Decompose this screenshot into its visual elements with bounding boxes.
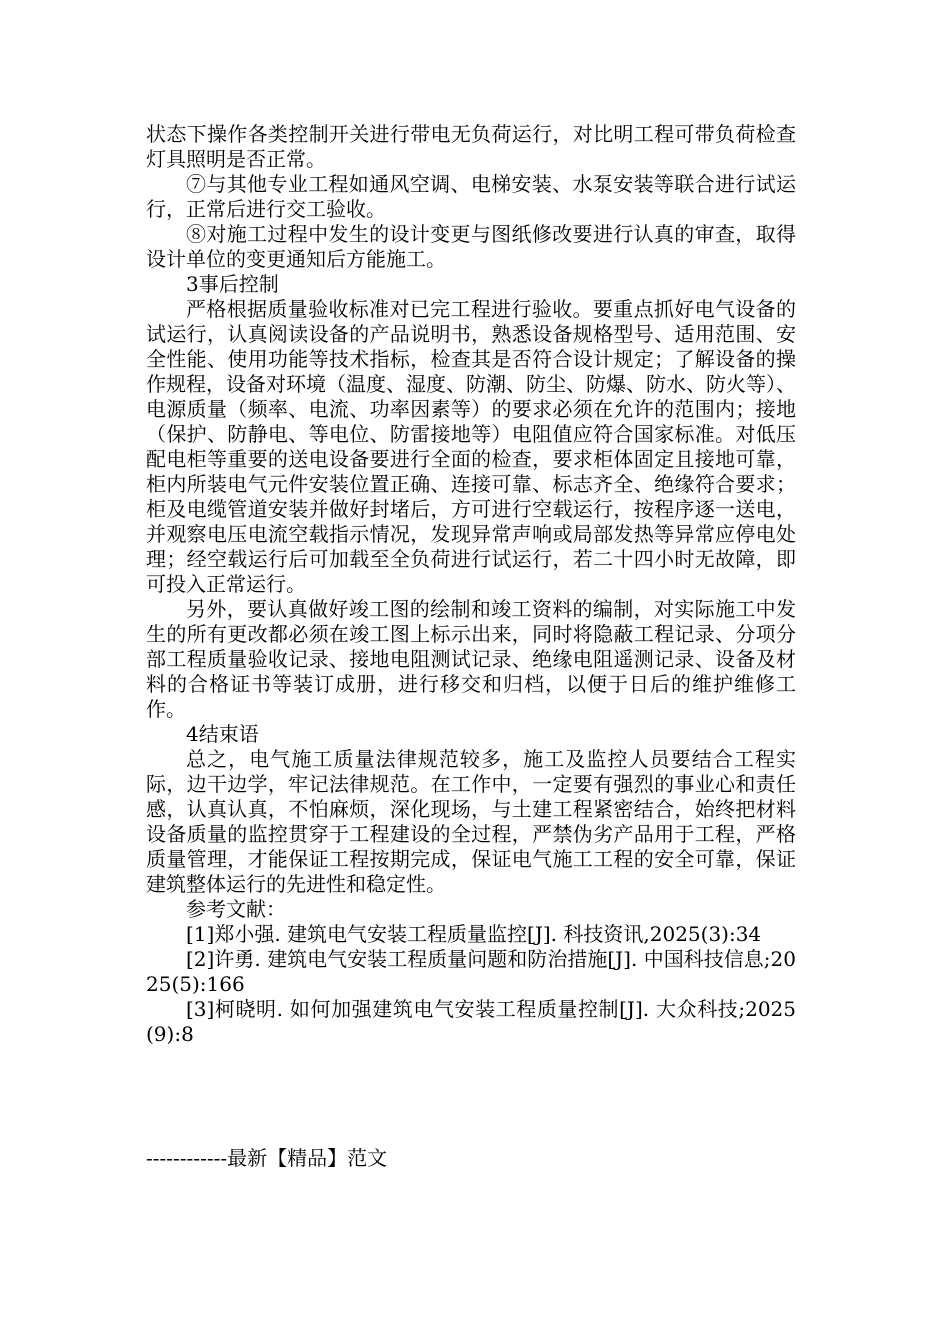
reference-item-2: [2]许勇. 建筑电气安装工程质量问题和防治措施[J]. 中国科技信息;2025(5):166: [146, 947, 796, 996]
paragraph-acceptance: 严格根据质量验收标准对已完工程进行验收。要重点抓好电气设备的试运行，认真阅读设备的产品说明书，熟悉设备规格型号、适用范围、安全性能、使用功能等技术指标，检查其是否符合设计规定；了解设备的操作规程，设备对环境（温度、湿度、防潮、防尘、防爆、防水、防火等）、电源质量（频率、电流、功率因素等）的要求必须在允许的范围内；接地（保护、防静电、等电位、防雷接地等）电阻值应符合国家标准。对低压配电柜等重要的送电设备要进行全面的检查，要求柜体固定且接地可靠，柜内所装电气元件安装位置正确、连接可靠、标志齐全、绝缘符合要求；柜及电缆管道安装并做好封堵后，方可进行空载运行，按程序逐一送电，并观察电压电流空载指示情况，发现异常声响或局部发热等异常应停电处理；经空载运行后可加载至全负荷进行试运行，若二十四小时无故障，即可投入正常运行。: [146, 297, 796, 596]
reference-item-1: [1]郑小强. 建筑电气安装工程质量监控[J]. 科技资讯,2025(3):34: [186, 922, 762, 946]
paragraph-as-built: 另外，要认真做好竣工图的绘制和竣工资料的编制，对实际施工中发生的所有更改都必须在竣工图上标示出来，同时将隐蔽工程记录、分项分部工程质量验收记录、接地电阻测试记录、绝缘电阻遥测记录、设备及材料的合格证书等装订成册，进行移交和归档，以便于日后的维护维修工作。: [146, 597, 796, 721]
section-heading-conclusion: 4结束语: [186, 722, 259, 746]
paragraph-item-7: ⑦与其他专业工程如通风空调、电梯安装、水泵安装等联合进行试运行，正常后进行交工验收。: [146, 172, 796, 221]
page-footer: ------------最新【精品】范文: [146, 1146, 388, 1170]
paragraph-conclusion: 总之，电气施工质量法律规范较多，施工及监控人员要结合工程实际，边干边学，牢记法律规范。在工作中，一定要有强烈的事业心和责任感，认真认真，不怕麻烦，深化现场，与土建工程紧密结合，始终把材料设备质量的监控贯穿于工程建设的全过程，严禁伪劣产品用于工程，严格质量管理，才能保证工程按期完成，保证电气施工工程的安全可靠，保证建筑整体运行的先进性和稳定性。: [146, 747, 796, 896]
document-body: [146, 122, 796, 1047]
references-heading: 参考文献：: [186, 897, 286, 921]
paragraph-item-8: ⑧对施工过程中发生的设计变更与图纸修改要进行认真的审查，取得设计单位的变更通知后方能施工。: [146, 222, 796, 271]
paragraph-continuation: 状态下操作各类控制开关进行带电无负荷运行，对比明工程可带负荷检查灯具照明是否正常。: [146, 122, 796, 171]
section-heading-post-control: 3事后控制: [186, 272, 279, 296]
reference-item-3: [3]柯晓明. 如何加强建筑电气安装工程质量控制[J]. 大众科技;2025(9):8: [146, 997, 796, 1046]
